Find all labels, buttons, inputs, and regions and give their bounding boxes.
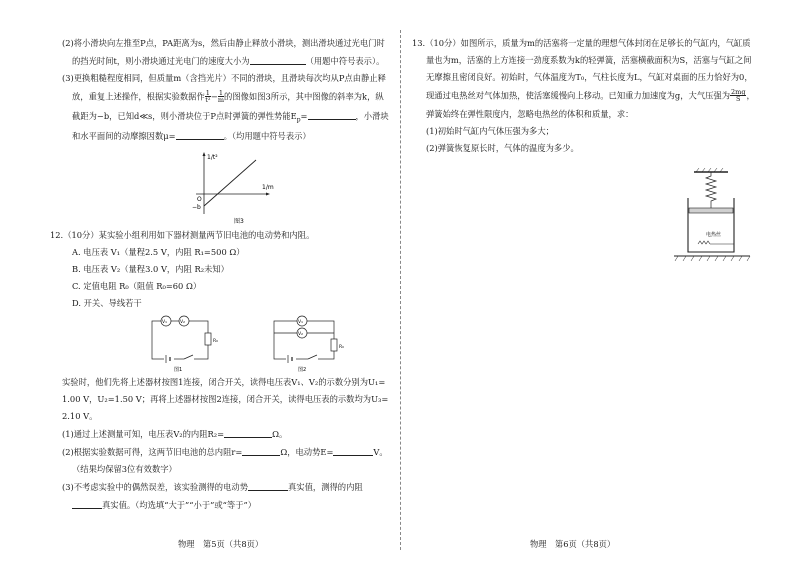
graph-line <box>204 160 256 206</box>
circuit-figure-1 <box>152 316 218 373</box>
answer-blank <box>224 428 272 438</box>
q11-part2-tail: （用题中符号表示）。 <box>305 55 385 66</box>
page-divider <box>400 30 401 550</box>
q11-part3-text3: 截距为−b，已知d≪s，则小滑块位于P点时弹簧的弹性势能E <box>72 110 297 121</box>
right-column <box>412 38 755 266</box>
fig1-resistor-r0 <box>205 333 211 345</box>
q12-part3-text3: 真实值。（均选填“大于”“小于”或“等于”） <box>102 499 257 510</box>
frac-den: m <box>217 96 225 105</box>
q12-part3-line2 <box>62 499 392 511</box>
answer-blank <box>242 446 280 456</box>
fig2-v1-label: V₁ <box>298 320 303 325</box>
table-hatching <box>675 256 750 261</box>
q12-part3-text2: 真实值，测得的内阻 <box>288 481 363 492</box>
fig2-resistor-r0 <box>331 339 337 351</box>
answer-blank <box>72 499 102 509</box>
q11-part3-line1: (3)更换粗糙程度相同，但质量m（含挡光片）不同的滑块，且滑块每次均从P点由静止释 <box>62 72 386 83</box>
frac-num: 1 <box>218 88 224 97</box>
fig2-switch-gap <box>308 355 318 363</box>
heater-coil <box>698 241 710 244</box>
cylinder-figure <box>672 168 752 266</box>
fig1-r0-label: R₀ <box>213 339 218 344</box>
q12-option-d: D. 开关、导线若干 <box>72 298 142 309</box>
x-axis-arrow <box>266 193 270 196</box>
x-axis-label: 1/m <box>262 184 274 192</box>
fig1-battery-gap <box>164 355 174 363</box>
q13-line1: 13.（10分）如图所示，质量为m的活塞将一定量的理想气体封闭在足够长的气缸内，气缸质 <box>412 38 751 48</box>
left-column <box>50 38 392 517</box>
answer-blank <box>248 481 288 491</box>
q12-part3-text: (3)不考虑实验中的偶然误差，该实验测得的电动势 <box>62 481 248 492</box>
q13-line2: 量也为m，活塞的上方连接一劲度系数为k的轻弹簧，活塞横截面积为S，活塞与气缸之间 <box>426 54 752 65</box>
q12-part2-note: （结果均保留3位有效数字） <box>72 463 177 474</box>
figure-1-caption: 图1 <box>174 367 183 373</box>
fig2-battery-gap <box>286 355 296 363</box>
figure-3-caption: 图3 <box>234 218 244 226</box>
q12-part2-text2: Ω，电动势E= <box>280 446 334 457</box>
q12-part3-line1 <box>62 481 392 493</box>
fig2-wire-loop <box>274 321 334 359</box>
q13-line4-tail: ， <box>746 90 755 101</box>
fig1-v2-label: V₂ <box>180 320 185 325</box>
y-axis-label: 1/t² <box>207 154 218 162</box>
origin-label: O <box>197 196 202 204</box>
q12-part1-text: (1)通过上述测量可知，电压表V₂的内阻R₂= <box>62 428 225 439</box>
frac-num: 1 <box>205 88 210 97</box>
fig1-wire-loop <box>152 321 208 359</box>
q12-experiment-line3: 2.10 V。 <box>62 410 98 421</box>
q11-part3-line3 <box>62 110 392 125</box>
q11-part3-text5: 和水平面间的动摩擦因数μ= <box>72 131 176 142</box>
left-page-footer: 物理 第5页（共8页） <box>178 539 264 549</box>
q11-part2-text: 的挡光时间t，则小滑块通过光电门的速度大小为 <box>72 55 250 66</box>
q11-part3-line2 <box>62 90 392 104</box>
q13-line5: 弹簧始终在弹性限度内，忽略电热丝的体积和质量，求： <box>426 108 634 119</box>
q12-experiment-line1: 实验时，他们先将上述器材按图1连接，闭合开关，读得电压表V₁、V₂的示数分别为U₁= <box>62 377 386 387</box>
q13-part2: (2)弹簧恢复原长时，气体的温度为多少。 <box>426 142 579 153</box>
heater-label: 电热丝 <box>706 231 722 238</box>
q11-part3-text: 放，重复上述操作，根据实验数据作 <box>72 91 205 102</box>
q12-title: 12.（10分）某实验小组利用如下器材测量两节旧电池的电动势和内阻。 <box>50 230 315 241</box>
frac-den: t² <box>205 96 211 105</box>
q12-option-c: C. 定值电阻 R₀（阻值 R₀=60 Ω） <box>72 281 202 292</box>
q13-line4 <box>412 87 755 104</box>
y-axis-arrow <box>203 152 206 156</box>
q12-part2-text: (2)根据实验数据可得，这两节旧电池的总内阻r= <box>62 446 243 457</box>
figure-2-caption: 图2 <box>298 367 307 373</box>
q11-part3-line4 <box>62 130 392 142</box>
fig2-r0-label: R₀ <box>339 345 344 350</box>
subscript-p: p <box>296 116 301 124</box>
q12-part2-unit: V。 <box>373 446 388 457</box>
circuit-figure-2 <box>274 316 344 373</box>
circuit-figures <box>146 315 376 373</box>
q13-part1: (1)初始时气缸内气体压强为多大； <box>426 125 554 136</box>
q13-line3: 无摩擦且密闭良好。初始时，气体温度为T₀，气柱长度为L，气缸对桌面的压力恰好为0， <box>426 71 753 82</box>
right-page-footer: 物理 第6页（共8页） <box>530 539 616 549</box>
q11-part2-line1: (2)将小滑块向左推至P点，PA距离为s，然后由静止释放小滑块，测出滑块通过光电门时 <box>62 38 385 48</box>
fig1-switch-gap <box>184 355 194 363</box>
q11-part3-text2: 的图像如图3所示，其中图像的斜率为k，纵 <box>224 91 384 102</box>
q12-experiment-line2: 1.00 V，U₂=1.50 V；再将上述器材按图2连接，闭合开关，读得电压表的示数均为U₃= <box>62 393 389 404</box>
fig2-v2-label: V₂ <box>298 332 303 337</box>
answer-blank <box>308 110 356 120</box>
intercept-label: −b <box>192 204 201 212</box>
q11-part3-text6: 。（均用题中符号表示） <box>223 131 311 142</box>
frac-den: S <box>736 95 741 104</box>
frac-num: 2mg <box>731 87 746 96</box>
minus-sign: − <box>210 91 218 102</box>
q12-part1-unit: Ω。 <box>272 428 288 439</box>
answer-blank <box>176 130 224 140</box>
q12-option-b: B. 电压表 V₂（量程3.0 V，内阻 R₂未知） <box>72 264 229 275</box>
q13-line4-text: 现通过电热丝对气体加热，使活塞缓慢向上移动。已知重力加速度为g，大气压强为 <box>426 90 731 101</box>
q11-part3-text4: ，小滑块 <box>355 110 389 121</box>
answer-blank <box>333 446 373 456</box>
q11-part2-line2 <box>62 55 392 67</box>
q12-part1 <box>62 428 392 440</box>
q12-option-a: A. 电压表 V₁（量程2.5 V，内阻 R₁=500 Ω） <box>72 247 245 258</box>
piston <box>689 208 733 213</box>
fig1-v1-label: V₁ <box>162 320 167 325</box>
answer-blank <box>250 55 306 65</box>
figure-3-graph <box>192 148 282 226</box>
equals-sign: = <box>300 110 308 121</box>
fraction-2mg-over-s <box>730 89 746 103</box>
spring <box>706 172 716 208</box>
q12-part2 <box>62 446 392 458</box>
